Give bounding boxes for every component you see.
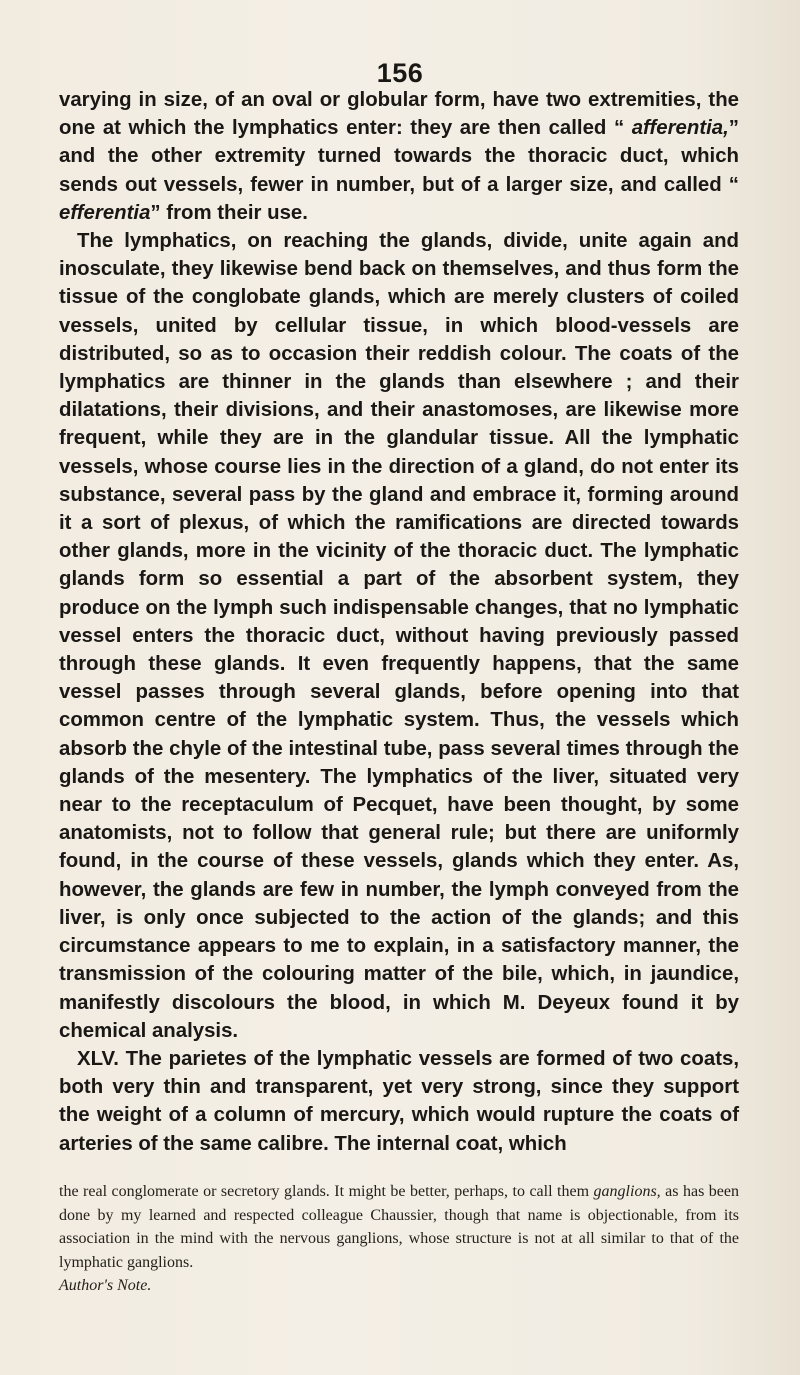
paragraph-section-xlv: XLV. The parietes of the lymphatic vessels are formed of two coats, both very thin and transparent, yet very strong, since they support the weight of a column of mercury, which would rupture the coats of arteries of the same calibre. The internal coat, which: [59, 1047, 739, 1155]
term-afferentia: afferentia,: [631, 117, 729, 140]
term-ganglions: ganglions,: [593, 1183, 661, 1200]
footnote-after: as has been done by my learned and respected colleague Chaussier, though that name is objectionable, from its association in the mind with the nervous ganglions, whose structure is not at all similar to that of the lymphatic ganglions.: [59, 1183, 740, 1271]
paragraph-continuation: [59, 86, 739, 227]
page-number: 156: [376, 58, 424, 88]
term-efferentia: efferentia: [59, 201, 151, 224]
footnote: [59, 1180, 739, 1298]
paragraph-intro: varying in size, of an oval or globular form, have two extremities, the one at which the lymphatics enter: they are then called “: [59, 89, 739, 140]
footnote-text: [59, 1180, 739, 1274]
footnote-signature: Author's Note.: [59, 1277, 152, 1294]
paragraph-middle: ” and the other extremity turned towards the thoracic duct, which sends out vessels, fewer in number, but of a larger size, and called “: [59, 117, 739, 196]
footnote-before: the real conglomerate or secretory glands. It might be better, perhaps, to call them: [59, 1183, 594, 1200]
main-text: [59, 86, 739, 1158]
paragraph-lymphatic-glands: The lymphatics, on reaching the glands, divide, unite again and inosculate, they likewise bend back on themselves, and thus form the tissue of the conglobate glands, which are merely clusters of coiled vessels, united by cellular tissue, in which blood-vessels are distributed, so as to occasion their reddish colour. The coats of the lymphatics are thinner in the glands than elsewhere ; and their dilatations, their divisions, and their anastomoses, are likewise more frequent, while they are in the glandular tissue. All the lymphatic vessels, whose course lies in the direction of a gland, do not enter its substance, several pass by the gland and embrace it, forming around it a sort of plexus, of which the ramifications are directed towards other glands, more in the vicinity of the thoracic duct. The lymphatic glands form so essential a part of the absorbent system, they produce on the lymph such indispensable changes, that no lymphatic vessel enters the thoracic duct, without having previously passed through these glands. It even frequently happens, that the same vessel passes through several glands, before opening into that common centre of the lymphatic system. Thus, the vessels which absorb the chyle of the intestinal tube, pass several times through the glands of the mesentery. The lymphatics of the liver, situated very near to the receptaculum of Pecquet, have been thought, by some anatomists, not to follow that general rule; but there are uniformly found, in the course of these vessels, glands which they enter. As, however, the glands are few in number, the lymph conveyed from the liver, is only once subjected to the action of the glands; and this circumstance appears to me to explain, in a satisfactory manner, the transmission of the colouring matter of the bile, which, in jaundice, manifestly discolours the blood, in which M. Deyeux found it by chemical analysis.: [59, 230, 739, 1042]
paragraph-end: ” from their use.: [150, 201, 308, 224]
